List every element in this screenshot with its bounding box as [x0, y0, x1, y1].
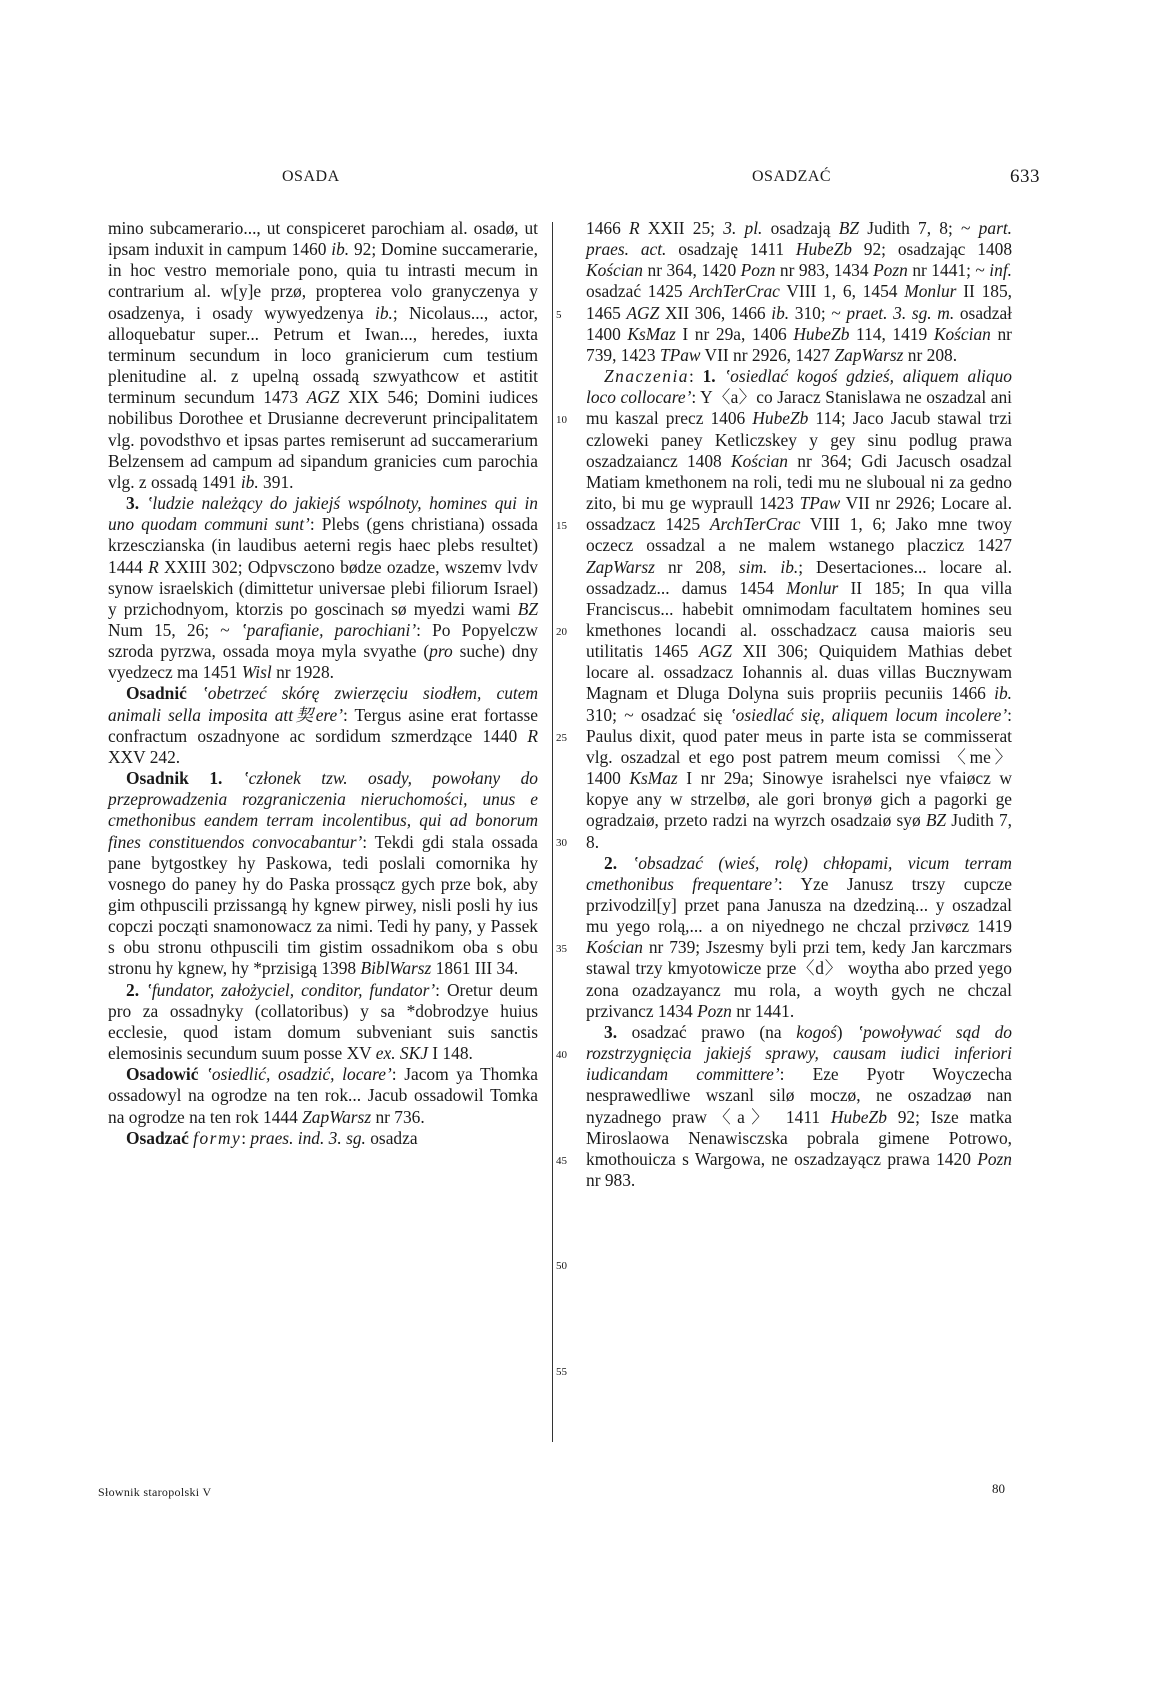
line-number: 20: [556, 625, 567, 638]
left_column-paragraph: Osadzać formy: praes. ind. 3. sg. osadza: [126, 1127, 418, 1148]
left_column-paragraph: mino subcamerario..., ut conspiceret parochiam al. osadø, ut ipsam induxit in campum 1460 ib. 92; Domine succamerarie, in hoc vestro memoriale pono, quia tu intrasti mecum in contrarium al. w[y]e przø, propterea volo granyczenya y osadzenya, i osady wywyedzenya ib.; Nicolaus..., actor, alloquebatur super... Petrum et Iwan..., heredes, iuxta terminum secundum in loco granicierum cum testium plenitudine al. z upelną ossadą szwyathcow et astitit terminum secundum 1473 AGZ XIX 546; Domini iudices nobilibus Dorothee et Drusianne decreverunt principalitatem vlg. povodsthvo et ipsas partes remiserunt ad succamerarium Belzensem ad campum ad sipandum granicies cum parochia vlg. z ossadą 1491 ib. 391.: [108, 218, 539, 492]
right-column: [586, 218, 1012, 1191]
left_column-paragraph: 2. ʽfundator, założyciel, conditor, fundatorʼ: Oretur deum pro za ossadnyky (collatoribus) y sa *dobrodzye huius ecclesie, quod istam domum subveniant suis sanctis elemosinis secundum suum posse XV ex. SKJ I 148.: [108, 979, 538, 1064]
right_column-paragraph: 3. osadzać prawo (na kogoś) ʽpowoływać sąd do rozstrzygnięcia jakiejś sprawy, causam iudici inferiori iudicandam committereʼ: Eze Pyotr Woyczecha nesprawedliwe wszanl silø moczø, ne oszadzaø nan nyzadnego praw〈a〉 1411 HubeZb 92; Isze matka Miroslaowa Nenawisczska pobrala gimene Potrowo, kmothouicza s Wargowa, ne oszadzayącz prawa 1420 Pozn nr 983.: [586, 1021, 1012, 1191]
left_column-paragraph: Osadowić ʽosiedlić, osadzić, locareʼ: Jacom ya Thomka ossadowyl na ogrodze na ten rok... Jacub ossadowil Tomka na ogrodze na ten rok 1444 ZapWarsz nr 736.: [108, 1064, 538, 1127]
line-number: 15: [556, 520, 567, 533]
line-number: 30: [556, 837, 567, 850]
right_column-paragraph: 1466 R XXII 25; 3. pl. osadzają BZ Judith 7, 8; ~ part. praes. act. osadzaję 1411 HubeZb 92; osadzając 1408 Kościan nr 364, 1420 Pozn nr 983, 1434 Pozn nr 1441; ~ inf. osadzać 1425 ArchTerCrac VIII 1, 6, 1454 Monlur II 185, 1465 AGZ XII 306, 1466 ib. 310; ~ praet. 3. sg. m. osadzał 1400 KsMaz I nr 29a, 1406 HubeZb 114, 1419 Kościan nr 739, 1423 TPaw VII nr 2926, 1427 ZapWarsz nr 208.: [586, 218, 1013, 365]
line-number: 35: [556, 943, 567, 956]
left_column-paragraph: Osadnić ʽobetrzeć skórę zwierzęciu siodłem, cutem animali sella imposita att契ereʼ: Tergus asine erat fortasse confractum oszadnyone ac sordidum szmerdzące 1440 R XXV 242.: [108, 683, 538, 767]
column-divider: [552, 222, 553, 1442]
line-number: 45: [556, 1154, 567, 1167]
left_column-paragraph: Osadnik 1. ʽczłonek tzw. osady, powołany do przeprowadzenia rozgraniczenia nieruchomości, unus e cmethonibus eandem terram incolentibus, qui ad bonorum fines constituendos convocabanturʼ: Tekdi gdi stala ossada pane bytgostkey hy Paskowa, tedi poslali comornika hy vosnego do paney hy do Paska prossącz gych prze bok, aby gim othpuscili przissangą hy kgnew pirwey, nisli posli hy ius copczi począti snamonowacz za nimi. Tedi hy pany, y Passek s obu stronu othpuscili tim gistim ossadnikom oba s obu stronu hy kgnew, hy *przisigą 1398 BiblWarsz 1861 III 34.: [108, 768, 538, 979]
line-number: 55: [556, 1366, 567, 1379]
line-number: 40: [556, 1048, 567, 1061]
footer-sheet-number: 80: [992, 1481, 1005, 1496]
line-number: 25: [556, 731, 567, 744]
line-number: 50: [556, 1260, 567, 1273]
line-number: 10: [556, 414, 567, 427]
running-head-center: OSADZAĆ: [752, 168, 832, 185]
left_column-paragraph: 3. ʽludzie należący do jakiejś wspólnoty, homines qui in uno quodam communi suntʼ: Plebs (gens christiana) ossada krzesczianska (in laudibus aeterni regis haec plebs resultet) 1444 R XXIII 302; Odpvsczono bødze ozadze, wszemv lvdv synow israelskich (dimittetur universae plebi filiorum Israel) y przichodnyom, ktorzis po goscinach sø myedzi wami BZ Num 15, 26; ~ ʽparafianie, parochianiʼ: Po Popyelczw szroda pyrzwa, ossada moya myla svyathe (pro suche) dny vyedzecz ma 1451 Wisl nr 1928.: [108, 493, 538, 683]
right_column-paragraph: Znaczenia: 1. ʽosiedlać kogoś gdzieś, aliquem aliquo loco collocareʼ: Y〈a〉co Jaracz Stanislawa ne oszadzal ani mu kaszal precz 1406 HubeZb 114; Jaco Jacub stawal trzi czloweki paney Ketliczskey y gey sinu podlug prawa oszadzaiancz 1408 Kościan nr 364; Gdi Jacusch osadzal Matiam kmethonem na roli, tedi mu ne sluboual ni za gedno zito, bi mu ge wypraull 1423 TPaw VII nr 2926; Locare al. ossadzacz 1425 ArchTerCrac VIII 1, 6; Jako mne twoy oczecz ossadzal a ne malem wstanego placzicz 1427 ZapWarsz nr 208, sim. ib.; Desertaciones... locare al. ossadzadz... damus 1454 Monlur II 185; In qua villa Franciscus... habebit omnimodam facultatem homines seu kmethones locandi al. osschadzacz causa maioris seu utilitatis 1465 AGZ XII 306; Quiquidem Mathias debet locare al. ossadzacz Iohannis al. duas villas Bucznywam Magnam et Dluga Dolyna suis propriis pecuniis 1466 ib. 310; ~ osadzać się ʽosiedlać się, aliquem locum incolereʼ: Paulus dixit, quod pater meus in parte ista se commisserat vlg. oszadzal et ego post patrem meum comissi 〈me〉 1400 KsMaz I nr 29a; Sinowye israhelsci nye vfaiøcz w kopye any w strzelbø, ale gori bronyø gich a pagorki ge ogradzaiø, przeto radzi na wyrzch osadzaiø syø BZ Judith 7, 8.: [586, 366, 1013, 852]
running-head-left: OSADA: [282, 168, 340, 185]
footer-signature: Słownik staropolski V: [98, 1485, 212, 1499]
left-column: [108, 218, 538, 1149]
line-number: 5: [556, 308, 562, 321]
page-number: 633: [1010, 166, 1040, 187]
right_column-paragraph: 2. ʽobsadzać (wieś, rolę) chłopami, vicum terram cmethonibus frequentareʼ: Yze Janusz trszy cupcze przivodzil[y] przet pana Janusza na dzedziną... y oszadzal mu yego rolą,... a on niyednego ne chczal przivøcz 1419 Kościan nr 739; Jszesmy byli przi tem, kedy Jan karczmars stawal trzy kmyotowicze prze〈d〉 woytha abo przed yego zona ozadzayancz mu rola, a woyth gych ne chczal przivancz 1434 Pozn nr 1441.: [586, 852, 1013, 1021]
